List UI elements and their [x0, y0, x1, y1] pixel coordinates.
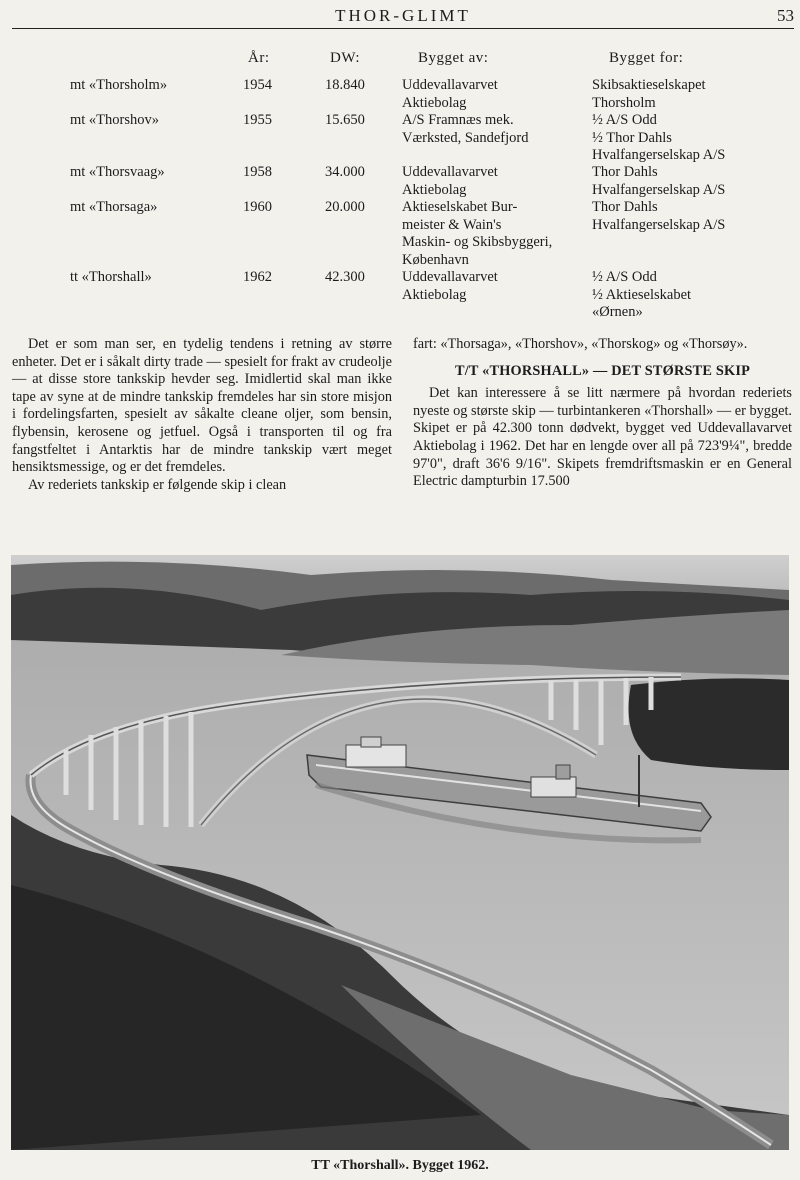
ship-built-for: Thor Dahls Hvalfangerselskap A/S [592, 199, 726, 233]
ship-built-for: ½ A/S Odd ½ Aktieselskabet «Ørnen» [592, 269, 692, 320]
ship-year: 1960 [243, 199, 272, 215]
ship-name: mt «Thorsaga» [70, 199, 158, 215]
paragraph: Det er som man ser, en tydelig tendens i retning av større enheter. Det er i såkalt dirty trade — spesielt for frakt av crudeolje — at disse store tankskip hevder seg. Imidlertid skal man ikke tape av syne at de mindre tankskip fremdeles har sin store misjon i fordelingsfarten, spesielt av såkalte cleane oljer, som bensin, flybensin, kerosene og jetfuel. Også i transporten til og fra fangstfeltet i Antarktis har de mindre tankskip vært meget hensiktsmessige, og er det fremdeles. [12, 336, 392, 476]
ship-built-by: Aktieselskabet Bur- meister & Wain's Maskin- og Skibsbyggeri, København [402, 199, 553, 268]
ship-dw: 15.650 [325, 112, 365, 128]
ship-dw: 42.300 [325, 269, 365, 285]
text-column-left [12, 336, 392, 494]
ship-built-by: A/S Framnæs mek. Værksted, Sandefjord [402, 112, 529, 146]
paragraph: fart: «Thorsaga», «Thorshov», «Thorskog» og «Thorsøy». [413, 336, 748, 352]
fleet-table [0, 44, 800, 329]
ship-year: 1955 [243, 112, 272, 128]
section-heading: T/T «THORSHALL» — DET STØRSTE SKIP [454, 362, 751, 379]
col-header-dw: DW: [330, 50, 361, 66]
ship-dw: 34.000 [325, 164, 365, 180]
ship-name: mt «Thorsholm» [70, 77, 168, 93]
paragraph: Av rederiets tankskip er følgende skip i clean [28, 476, 287, 493]
ship-photo [11, 555, 789, 1150]
ship-built-by: Uddevallavarvet Aktiebolag [402, 269, 498, 303]
ship-built-for: ½ A/S Odd ½ Thor Dahls Hvalfangerselskap A/S [592, 112, 726, 163]
ship-dw: 20.000 [325, 199, 365, 215]
col-header-year: År: [248, 50, 270, 66]
journal-title: THOR-GLIMT [335, 6, 471, 25]
ship-year: 1958 [243, 164, 272, 180]
page-number: 53 [777, 6, 794, 25]
ship-built-by: Uddevallavarvet Aktiebolag [402, 77, 498, 111]
ship-year: 1954 [243, 77, 272, 93]
ship-dw: 18.840 [325, 77, 365, 93]
ship-name: mt «Thorshov» [70, 112, 160, 128]
ship-name: tt «Thorshall» [70, 269, 152, 285]
ship-built-for: Thor Dahls Hvalfangerselskap A/S [592, 164, 726, 198]
running-header [12, 4, 794, 29]
text-column-right [413, 336, 792, 491]
col-header-built-by: Bygget av: [418, 50, 489, 66]
paragraph: Det kan interessere å se litt nærmere på hvordan rederiets nyeste og største skip — turbintankeren «Thorshall» — er bygget. Skipet er på 42.300 tonn dødvekt, bygget ved Uddevallavarvet Aktiebolag i 1962. Det har en lengde over all på 723'9¼", bredde 97'0", draft 36'6 9/16". Skipets fremdriftsmaskin er en General Electric dampturbin 17.500 [413, 385, 792, 490]
ship-name: mt «Thorsvaag» [70, 164, 165, 180]
ship-built-for: Skibsaktieselskapet Thorsholm [592, 77, 706, 111]
col-header-built-for: Bygget for: [609, 50, 684, 66]
ship-year: 1962 [243, 269, 272, 285]
photo-caption: TT «Thorshall». Bygget 1962. [311, 1158, 489, 1173]
ship-built-by: Uddevallavarvet Aktiebolag [402, 164, 498, 198]
